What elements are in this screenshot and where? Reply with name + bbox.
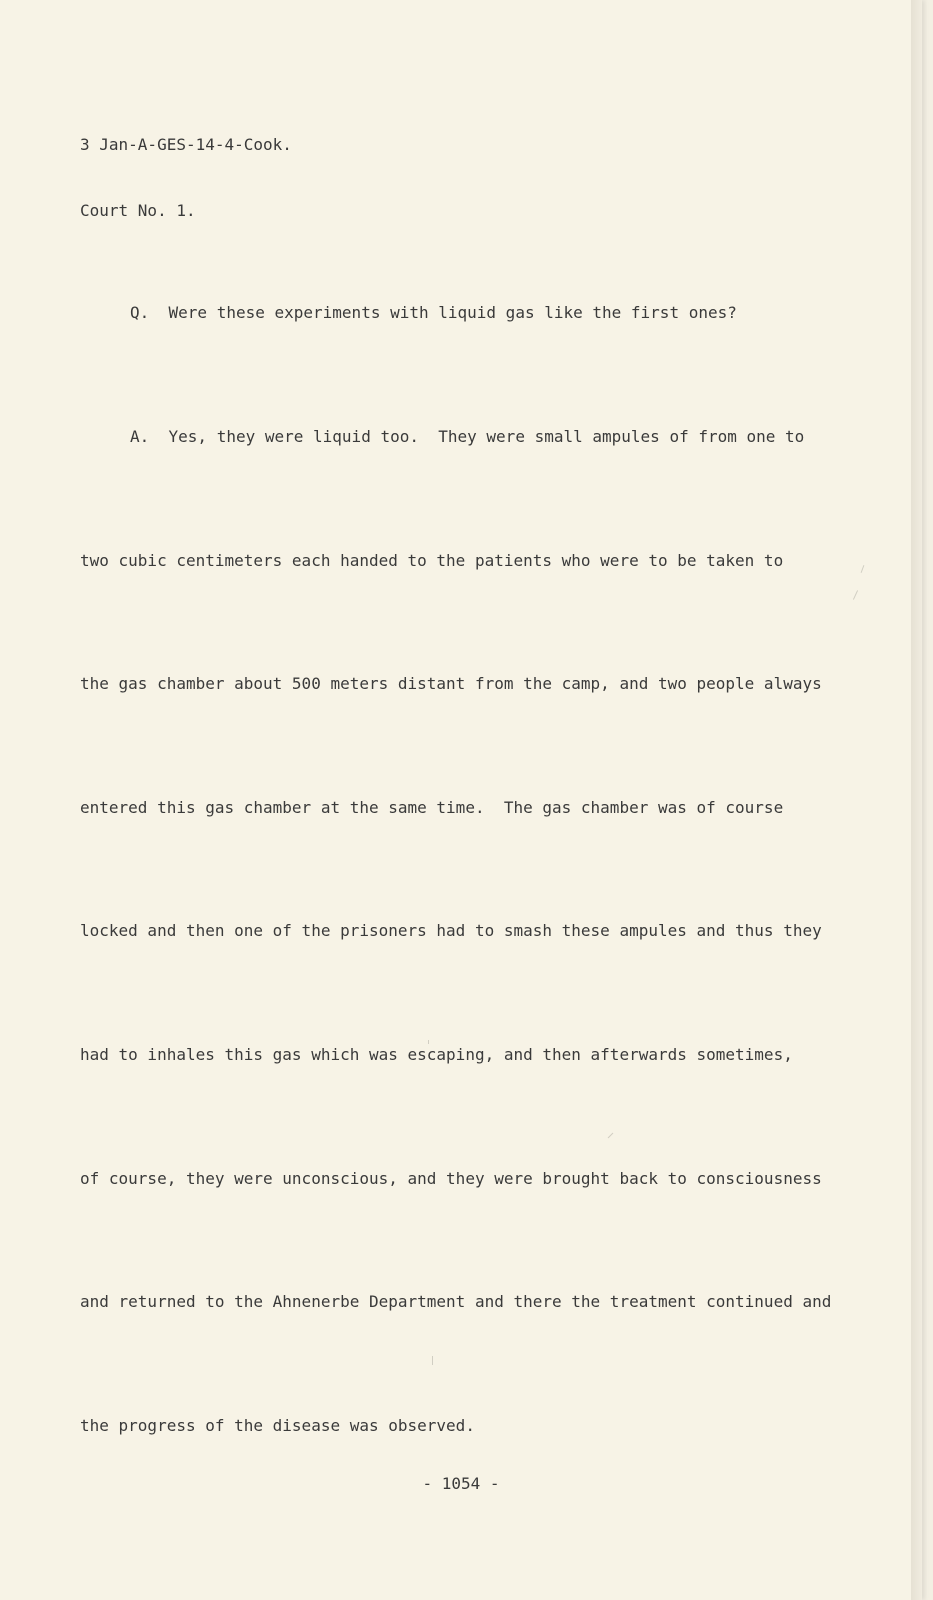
question-line: Q. Were these experiments with liquid gas like the first ones? xyxy=(130,303,737,323)
paper-mark xyxy=(853,590,858,599)
testimony-text xyxy=(80,210,831,1529)
answer-line: the progress of the disease was observed. xyxy=(80,1415,475,1435)
paper-mark xyxy=(861,565,865,573)
answer-line: the gas chamber about 500 meters distant from the camp, and two people always xyxy=(80,674,822,694)
header-court: Court No. 1. xyxy=(80,201,196,220)
answer-line: entered this gas chamber at the same time. The gas chamber was of course xyxy=(80,797,784,817)
answer-line: A. Yes, they were liquid too. They were small ampules of from one to xyxy=(130,427,805,447)
answer-line: locked and then one of the prisoners had to smash these ampules and thus they xyxy=(80,921,822,941)
page-edge xyxy=(911,0,922,1600)
answer-line: and returned to the Ahnenerbe Department and there the treatment continued and xyxy=(80,1292,832,1312)
paper-mark xyxy=(432,1356,433,1365)
paper-mark xyxy=(428,1040,429,1044)
page-number: - 1054 - xyxy=(422,1474,500,1493)
header-reference: 3 Jan-A-GES-14-4-Cook. xyxy=(80,135,292,154)
answer-line: two cubic centimeters each handed to the patients who were to be taken to xyxy=(80,550,784,570)
answer-line: had to inhales this gas which was escaping, and then afterwards sometimes, xyxy=(80,1045,793,1065)
answer-line: of course, they were unconscious, and they were brought back to consciousness xyxy=(80,1168,822,1188)
